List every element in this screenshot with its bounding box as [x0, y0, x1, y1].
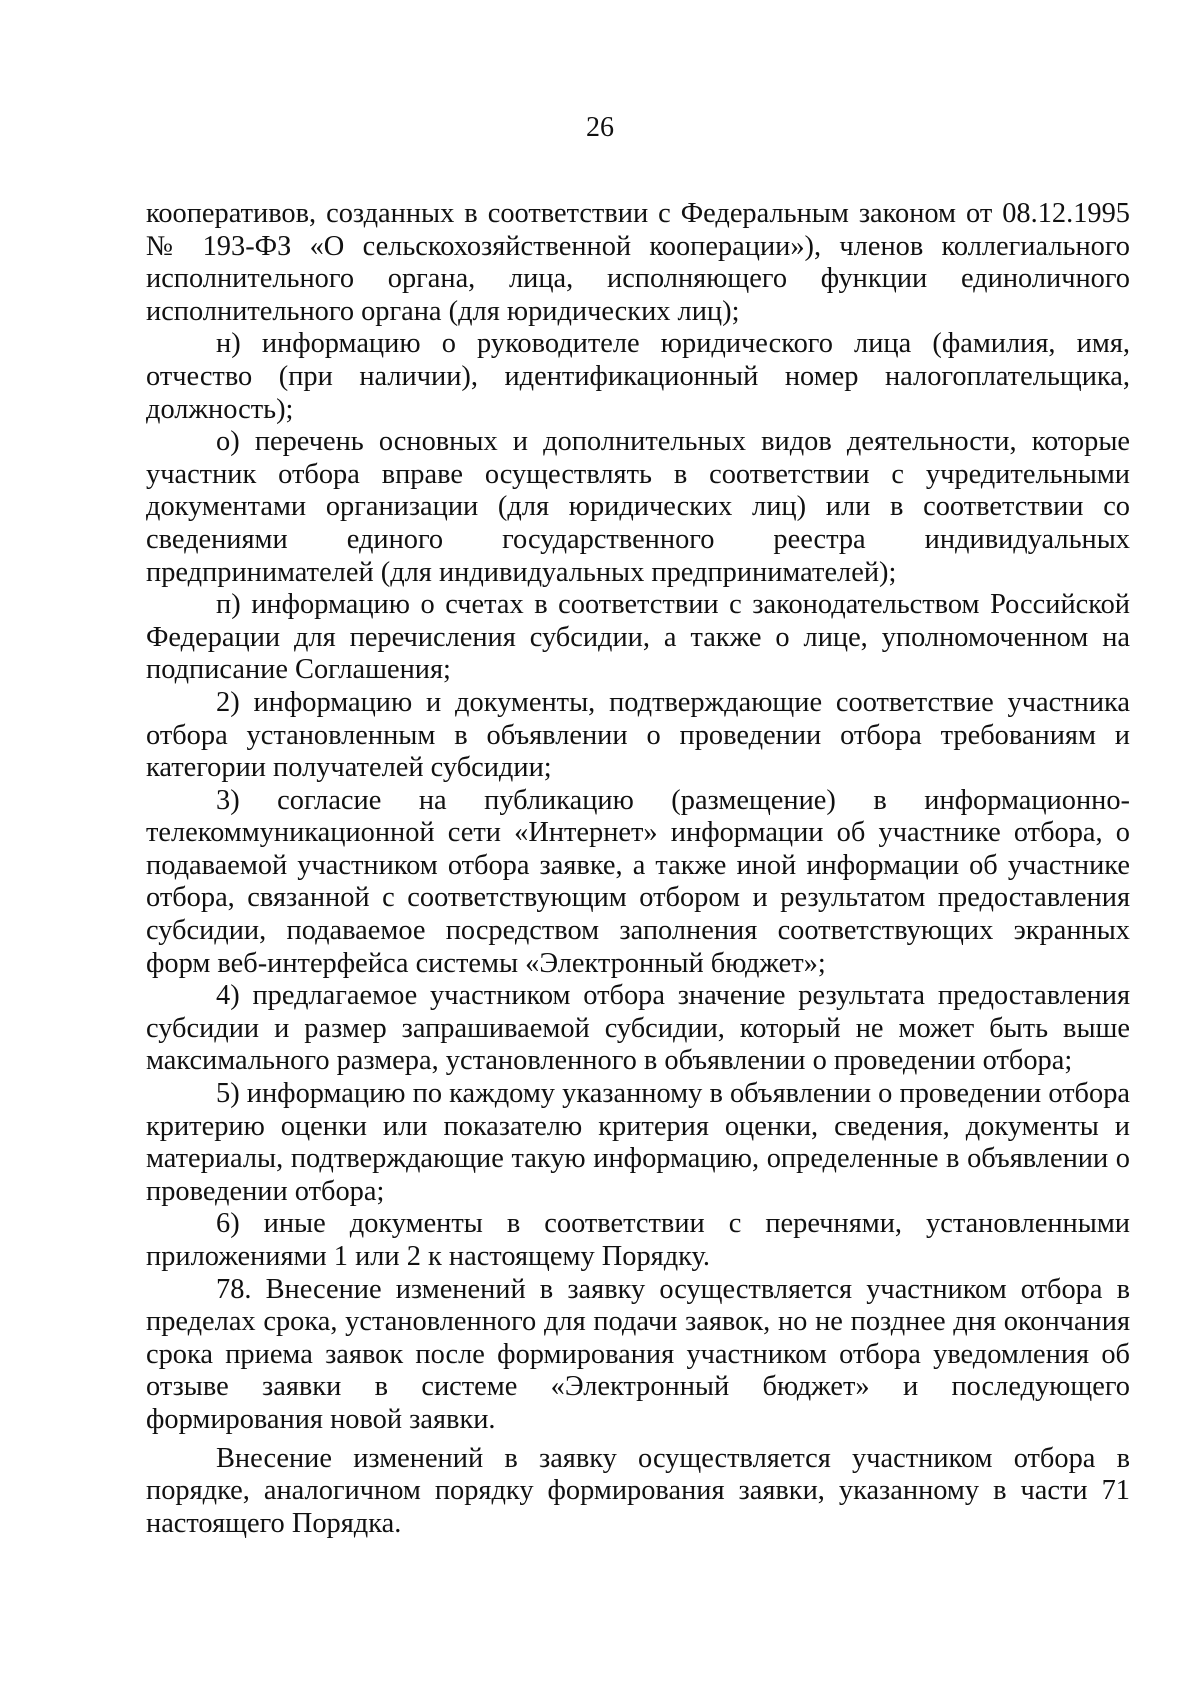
paragraph-item-o: о) перечень основных и дополнительных видов деятельности, которые участник отбора вправе осуществлять в соответствии с учредительными документами организации (для юридических лиц) или в соответствии со сведениями единого государственного реестра индивидуальных предпринимателей (для индивидуальных предпринимателей); — [146, 426, 1130, 588]
paragraph-item-4: 4) предлагаемое участником отбора значение результата предоставления субсидии и размер запрашиваемой субсидии, который не может быть выше максимального размера, установленного в объявлении о проведении отбора; — [146, 980, 1130, 1077]
paragraph-item-3: 3) согласие на публикацию (размещение) в информационно-телекоммуникационной сети «Интернет» информации об участнике отбора, о подаваемой участником отбора заявке, а также иной информации об участнике отбора, связанной с соответствующим отбором и результатом предоставления субсидии, подаваемое посредством заполнения соответствующих экранных форм веб-интерфейса системы «Электронный бюджет»; — [146, 784, 1130, 979]
paragraph-amendment-order: Внесение изменений в заявку осуществляется участником отбора в порядке, аналогичном порядку формирования заявки, указанному в части 71 настоящего Порядка. — [146, 1442, 1130, 1539]
paragraph-section-78: 78. Внесение изменений в заявку осуществляется участником отбора в пределах срока, установленного для подачи заявок, но не позднее дня окончания срока приема заявок после формирования участником отбора уведомления об отзыве заявки в системе «Электронный бюджет» и последующего формирования новой заявки. — [146, 1273, 1130, 1435]
paragraph-item-p: п) информацию о счетах в соответствии с законодательством Российской Федерации для перечисления субсидии, а также о лице, уполномоченном на подписание Соглашения; — [146, 589, 1130, 686]
page-number: 26 — [586, 112, 614, 143]
paragraph-continuation: кооперативов, созданных в соответствии с Федеральным законом от 08.12.1995 № 193-ФЗ «О сельскохозяйственной кооперации»), членов коллегиального исполнительного органа, лица, исполняющего функции единоличного исполнительного органа (для юридических лиц); — [146, 198, 1130, 327]
paragraph-item-n: н) информацию о руководителе юридического лица (фамилия, имя, отчество (при наличии), идентификационный номер налогоплательщика, должность); — [146, 328, 1130, 425]
paragraph-item-6: 6) иные документы в соответствии с перечнями, установленными приложениями 1 или 2 к настоящему Порядку. — [146, 1208, 1130, 1272]
paragraph-item-2: 2) информацию и документы, подтверждающие соответствие участника отбора установленным в объявлении о проведении отбора требованиям и категории получателей субсидии; — [146, 686, 1130, 784]
paragraph-item-5: 5) информацию по каждому указанному в объявлении о проведении отбора критерию оценки или показателю критерия оценки, сведения, документы и материалы, подтверждающие такую информацию, определенные в объявлении о проведении отбора; — [146, 1078, 1130, 1207]
document-body — [146, 198, 1130, 1540]
